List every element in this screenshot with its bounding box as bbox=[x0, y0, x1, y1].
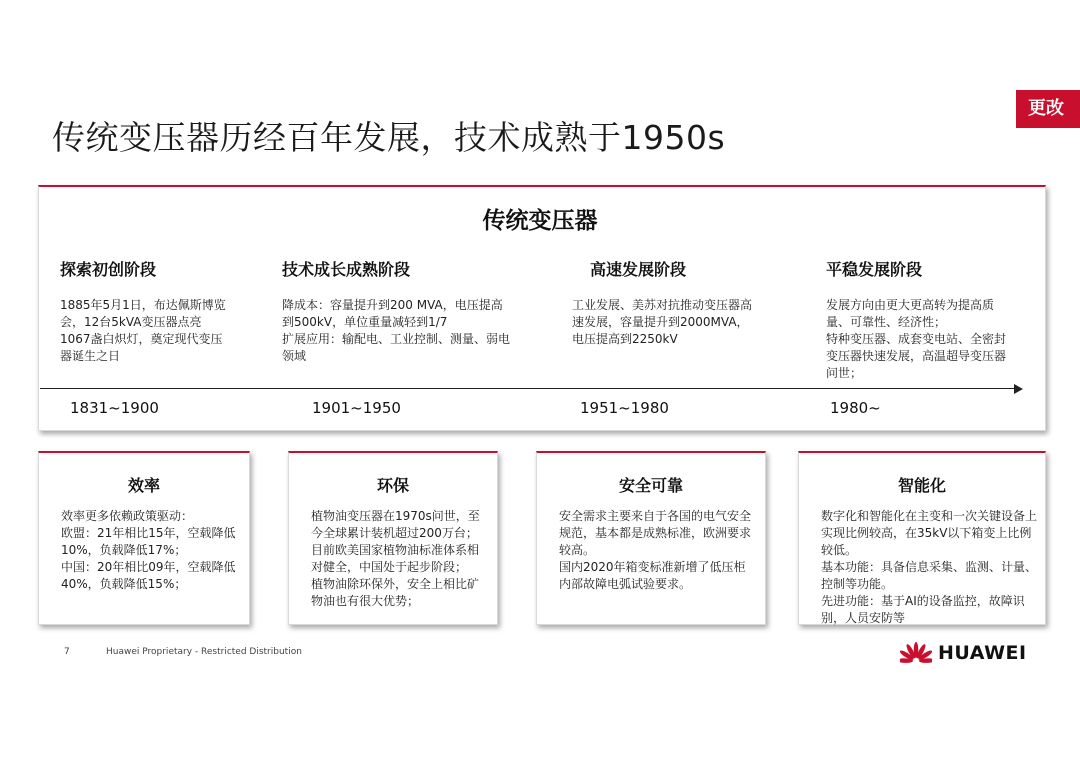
stage-period-2: 1901~1950 bbox=[312, 399, 401, 417]
huawei-logo bbox=[900, 640, 1027, 666]
stage-desc-4: 发展方向由更大更高转为提高质量、可靠性、经济性； 特种变压器、成套变电站、全密封变压器快速发展，高温超导变压器问世； bbox=[826, 298, 1007, 380]
page-title: 传统变压器历经百年发展，技术成熟于1950s bbox=[52, 118, 726, 157]
card-body: 植物油变压器在1970s问世，至今全球累计装机超过200万台；目前欧美国家植物油标准体系相对健全，中国处于起步阶段； 植物油除环保外，安全上相比矿物油也有很大优势； bbox=[311, 509, 480, 608]
stage-title-4: 平稳发展阶段 bbox=[826, 260, 923, 279]
page-number: 7 bbox=[64, 647, 70, 657]
card-body: 效率更多依赖政策驱动： 欧盟：21年相比15年，空载降低10%，负载降低17%； 中国：20年相比09年，空载降低40%，负载降低15%； bbox=[61, 509, 236, 591]
card-title: 环保 bbox=[376, 476, 409, 495]
huawei-petal-icon bbox=[900, 641, 932, 665]
card-title: 效率 bbox=[127, 476, 160, 495]
card-environment bbox=[288, 451, 498, 625]
stage-period-4: 1980~ bbox=[830, 399, 881, 417]
stage-title-2: 技术成长成熟阶段 bbox=[282, 260, 411, 279]
stage-desc-2: 降成本：容量提升到200 MVA，电压提高到500kV，单位重量减轻到1/7 扩展应用：输配电、工业控制、测量、弱电领域 bbox=[282, 298, 511, 363]
timeline-title: 传统变压器 bbox=[482, 208, 598, 234]
footer-text: Huawei Proprietary - Restricted Distribution bbox=[106, 647, 302, 657]
stage-title-3: 高速发展阶段 bbox=[590, 260, 687, 279]
arrow-right-icon bbox=[1014, 384, 1023, 394]
card-title: 安全可靠 bbox=[618, 476, 683, 495]
change-tag: 更改 bbox=[1016, 90, 1080, 128]
card-safety bbox=[536, 451, 766, 625]
timeline-axis bbox=[40, 388, 1016, 389]
stage-title-1: 探索初创阶段 bbox=[60, 260, 157, 279]
card-body: 安全需求主要来自于各国的电气安全规范，基本都是成熟标准，欧洲要求较高。 国内2020年箱变标准新增了低压柜内部故障电弧试验要求。 bbox=[559, 509, 752, 591]
card-intelligence bbox=[798, 451, 1046, 625]
card-efficiency bbox=[38, 451, 250, 625]
stage-period-3: 1951~1980 bbox=[580, 399, 669, 417]
logo-text: HUAWEI bbox=[938, 642, 1027, 664]
stage-desc-1: 1885年5月1日，布达佩斯博览会，12台5kVA变压器点亮1067盏白炽灯，奠定现代变压器诞生之日 bbox=[60, 298, 226, 363]
stage-desc-3: 工业发展、美苏对抗推动变压器高速发展，容量提升到2000MVA，电压提高到2250kV bbox=[572, 298, 753, 346]
card-title: 智能化 bbox=[897, 476, 946, 495]
card-body: 数字化和智能化在主变和一次关键设备上实现比例较高，在35kV以下箱变上比例较低。 基本功能：具备信息采集、监测、计量、控制等功能。 先进功能：基于AI的设备监控，故障识别，人员安防等 bbox=[821, 509, 1038, 625]
stage-period-1: 1831~1900 bbox=[70, 399, 159, 417]
